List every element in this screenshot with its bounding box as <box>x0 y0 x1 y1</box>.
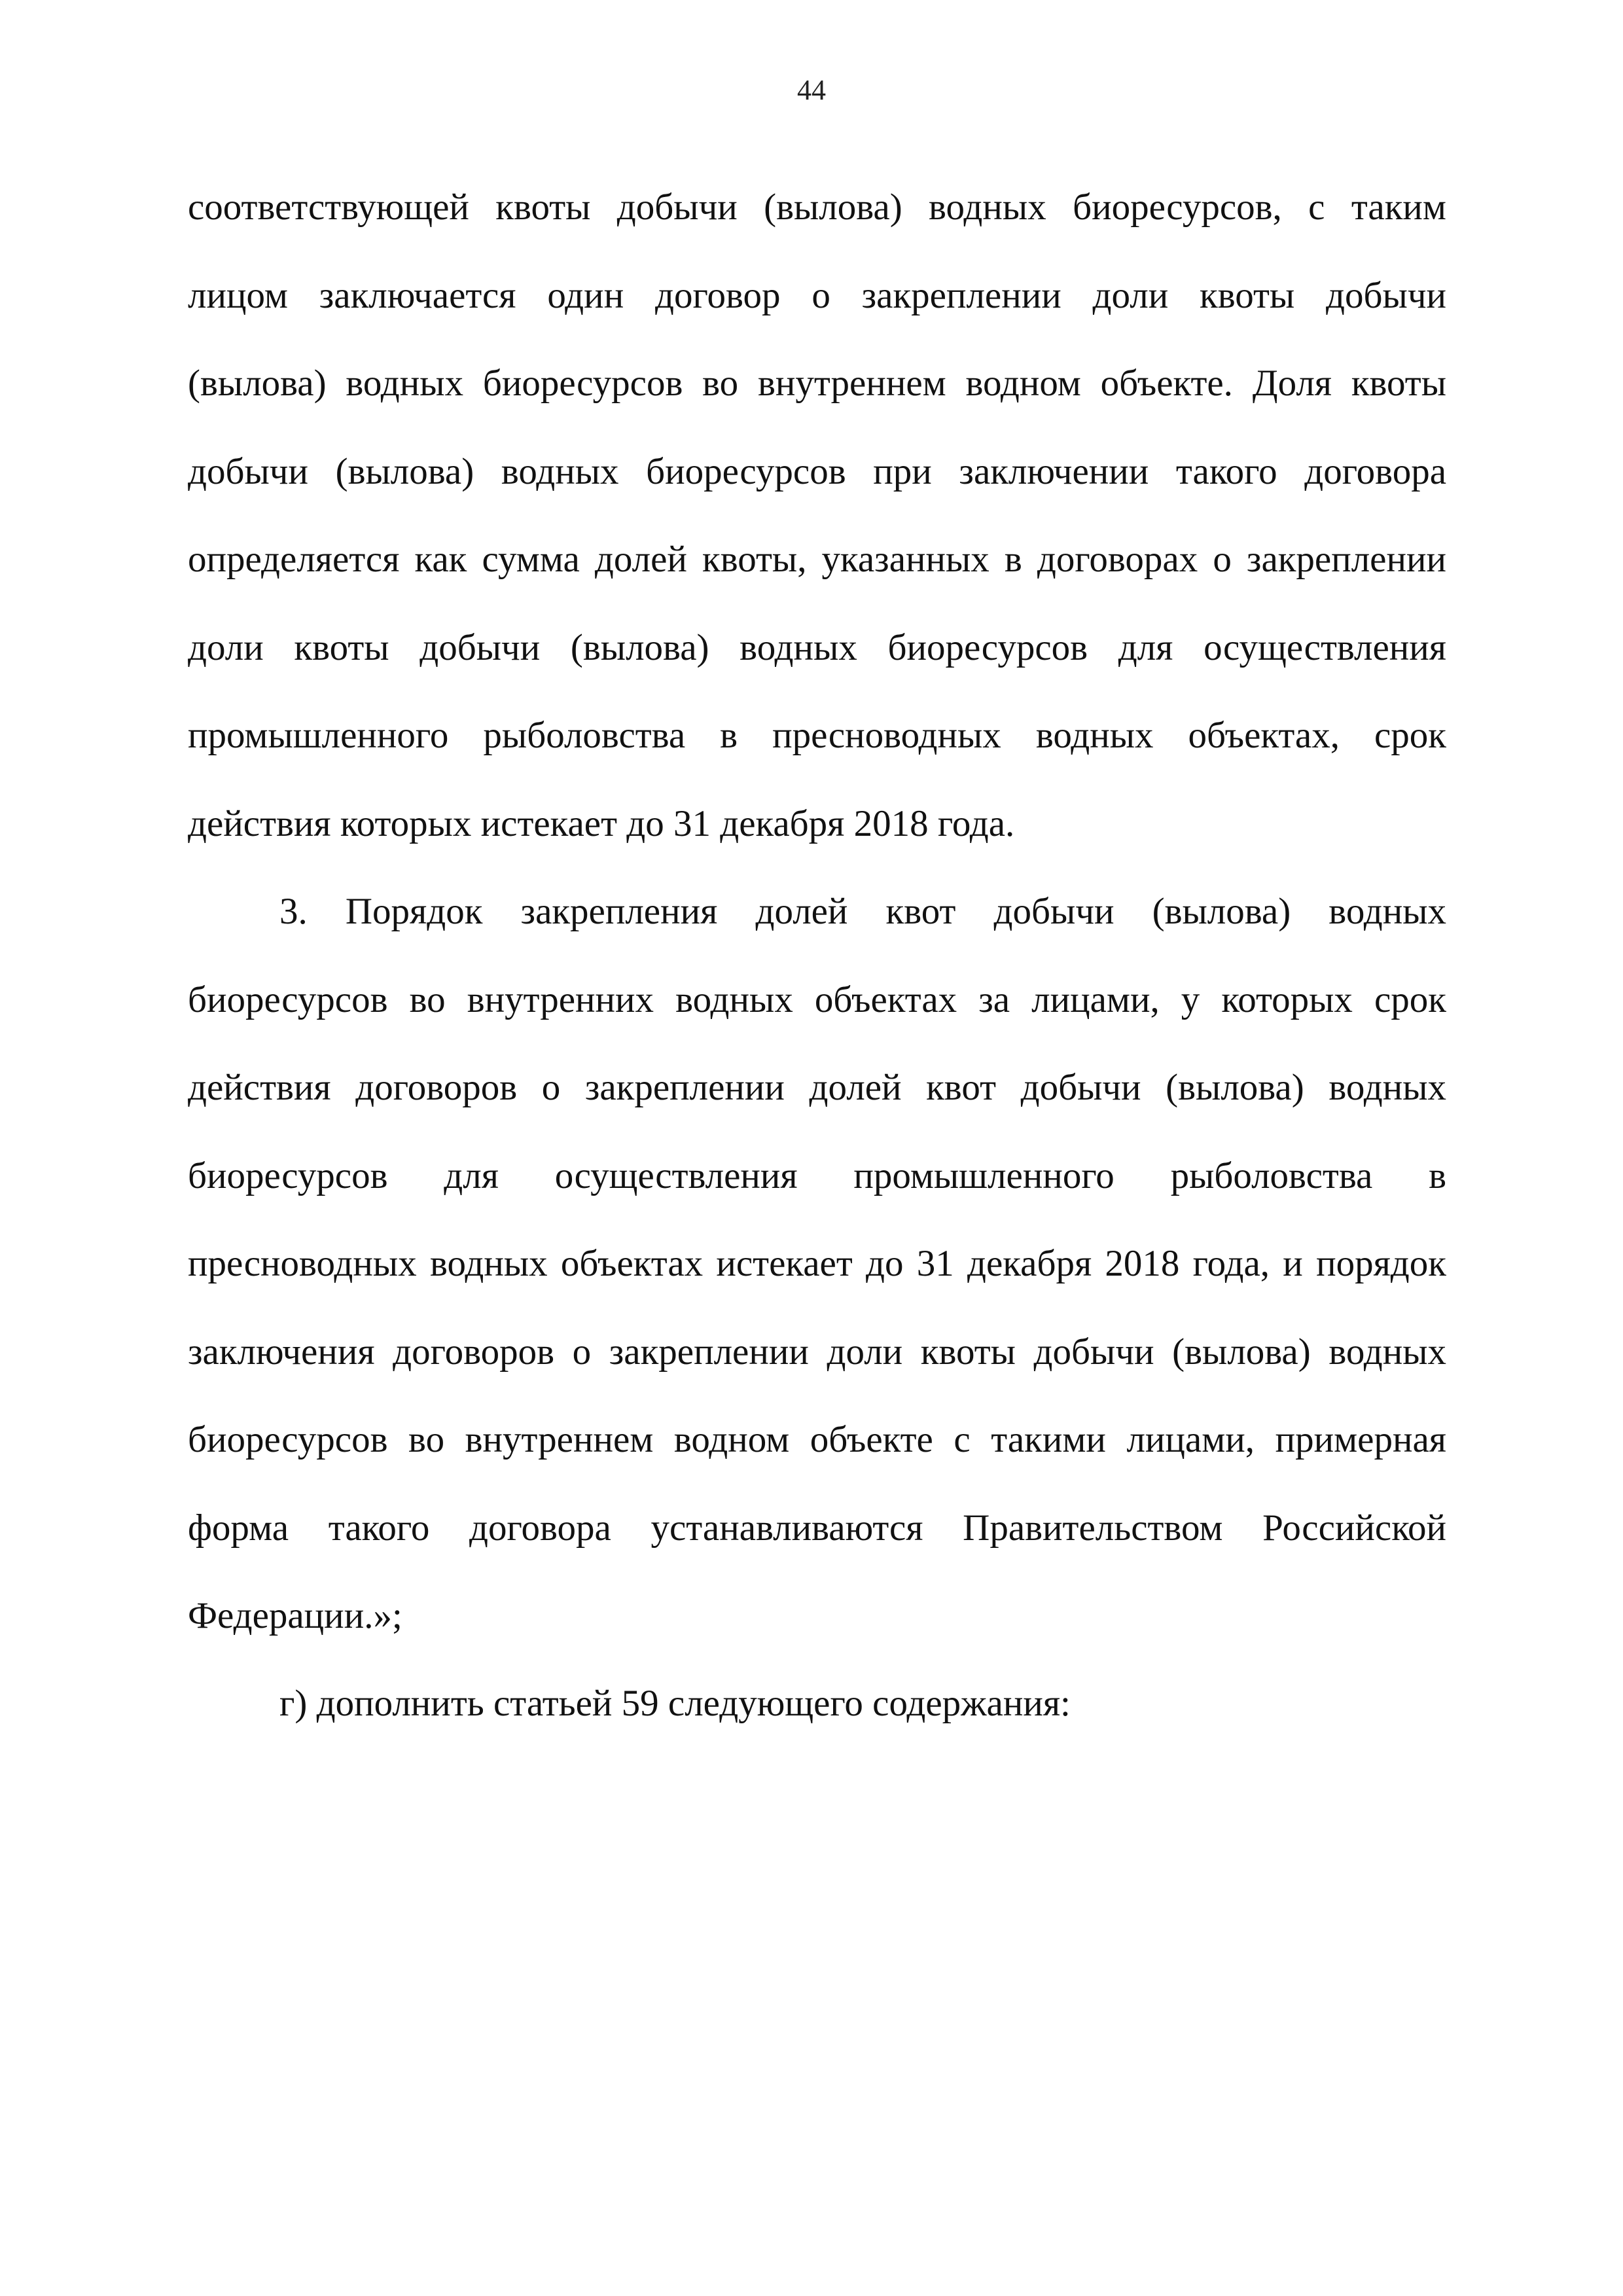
text-line: пресноводных водных объектах истекает до 31 декабря 2018 года, и порядок <box>188 1243 1446 1284</box>
text-line: действия договоров о закреплении долей квот добычи (вылова) водных <box>188 1067 1446 1108</box>
text-line: биоресурсов для осуществления промышленного рыболовства в <box>188 1155 1446 1196</box>
paragraph-continuation <box>188 164 1446 868</box>
text-line: биоресурсов во внутренних водных объектах за лицами, у которых срок <box>188 978 1446 1020</box>
paragraph-item-3 <box>188 868 1446 1660</box>
text-line: промышленного рыболовства в пресноводных водных объектах, срок <box>188 715 1446 756</box>
text-line: форма такого договора устанавливаются Правительством Российской <box>188 1507 1446 1549</box>
text-line: лицом заключается один договор о закреплении доли квоты добычи <box>188 274 1446 316</box>
text-line: доли квоты добычи (вылова) водных биоресурсов для осуществления <box>188 626 1446 668</box>
text-line: 3. Порядок закрепления долей квот добычи (вылова) водных <box>279 891 1446 932</box>
text-line: Федерации.»; <box>188 1595 402 1636</box>
text-line: добычи (вылова) водных биоресурсов при заключении такого договора <box>188 450 1446 492</box>
text-line: (вылова) водных биоресурсов во внутреннем водном объекте. Доля квоты <box>188 363 1446 404</box>
text-line: определяется как сумма долей квоты, указанных в договорах о закреплении <box>188 539 1446 580</box>
text-line: соответствующей квоты добычи (вылова) водных биоресурсов, с таким <box>188 187 1446 228</box>
text-line: заключения договоров о закреплении доли квоты добычи (вылова) водных <box>188 1331 1446 1372</box>
paragraph-subitem-g <box>188 1660 1446 1748</box>
text-line: биоресурсов во внутреннем водном объекте с такими лицами, примерная <box>188 1419 1446 1460</box>
page-number: 44 <box>797 74 826 106</box>
text-line: г) дополнить статьей 59 следующего содержания: <box>279 1683 1071 1724</box>
text-line: действия которых истекает до 31 декабря 2018 года. <box>188 802 1015 844</box>
